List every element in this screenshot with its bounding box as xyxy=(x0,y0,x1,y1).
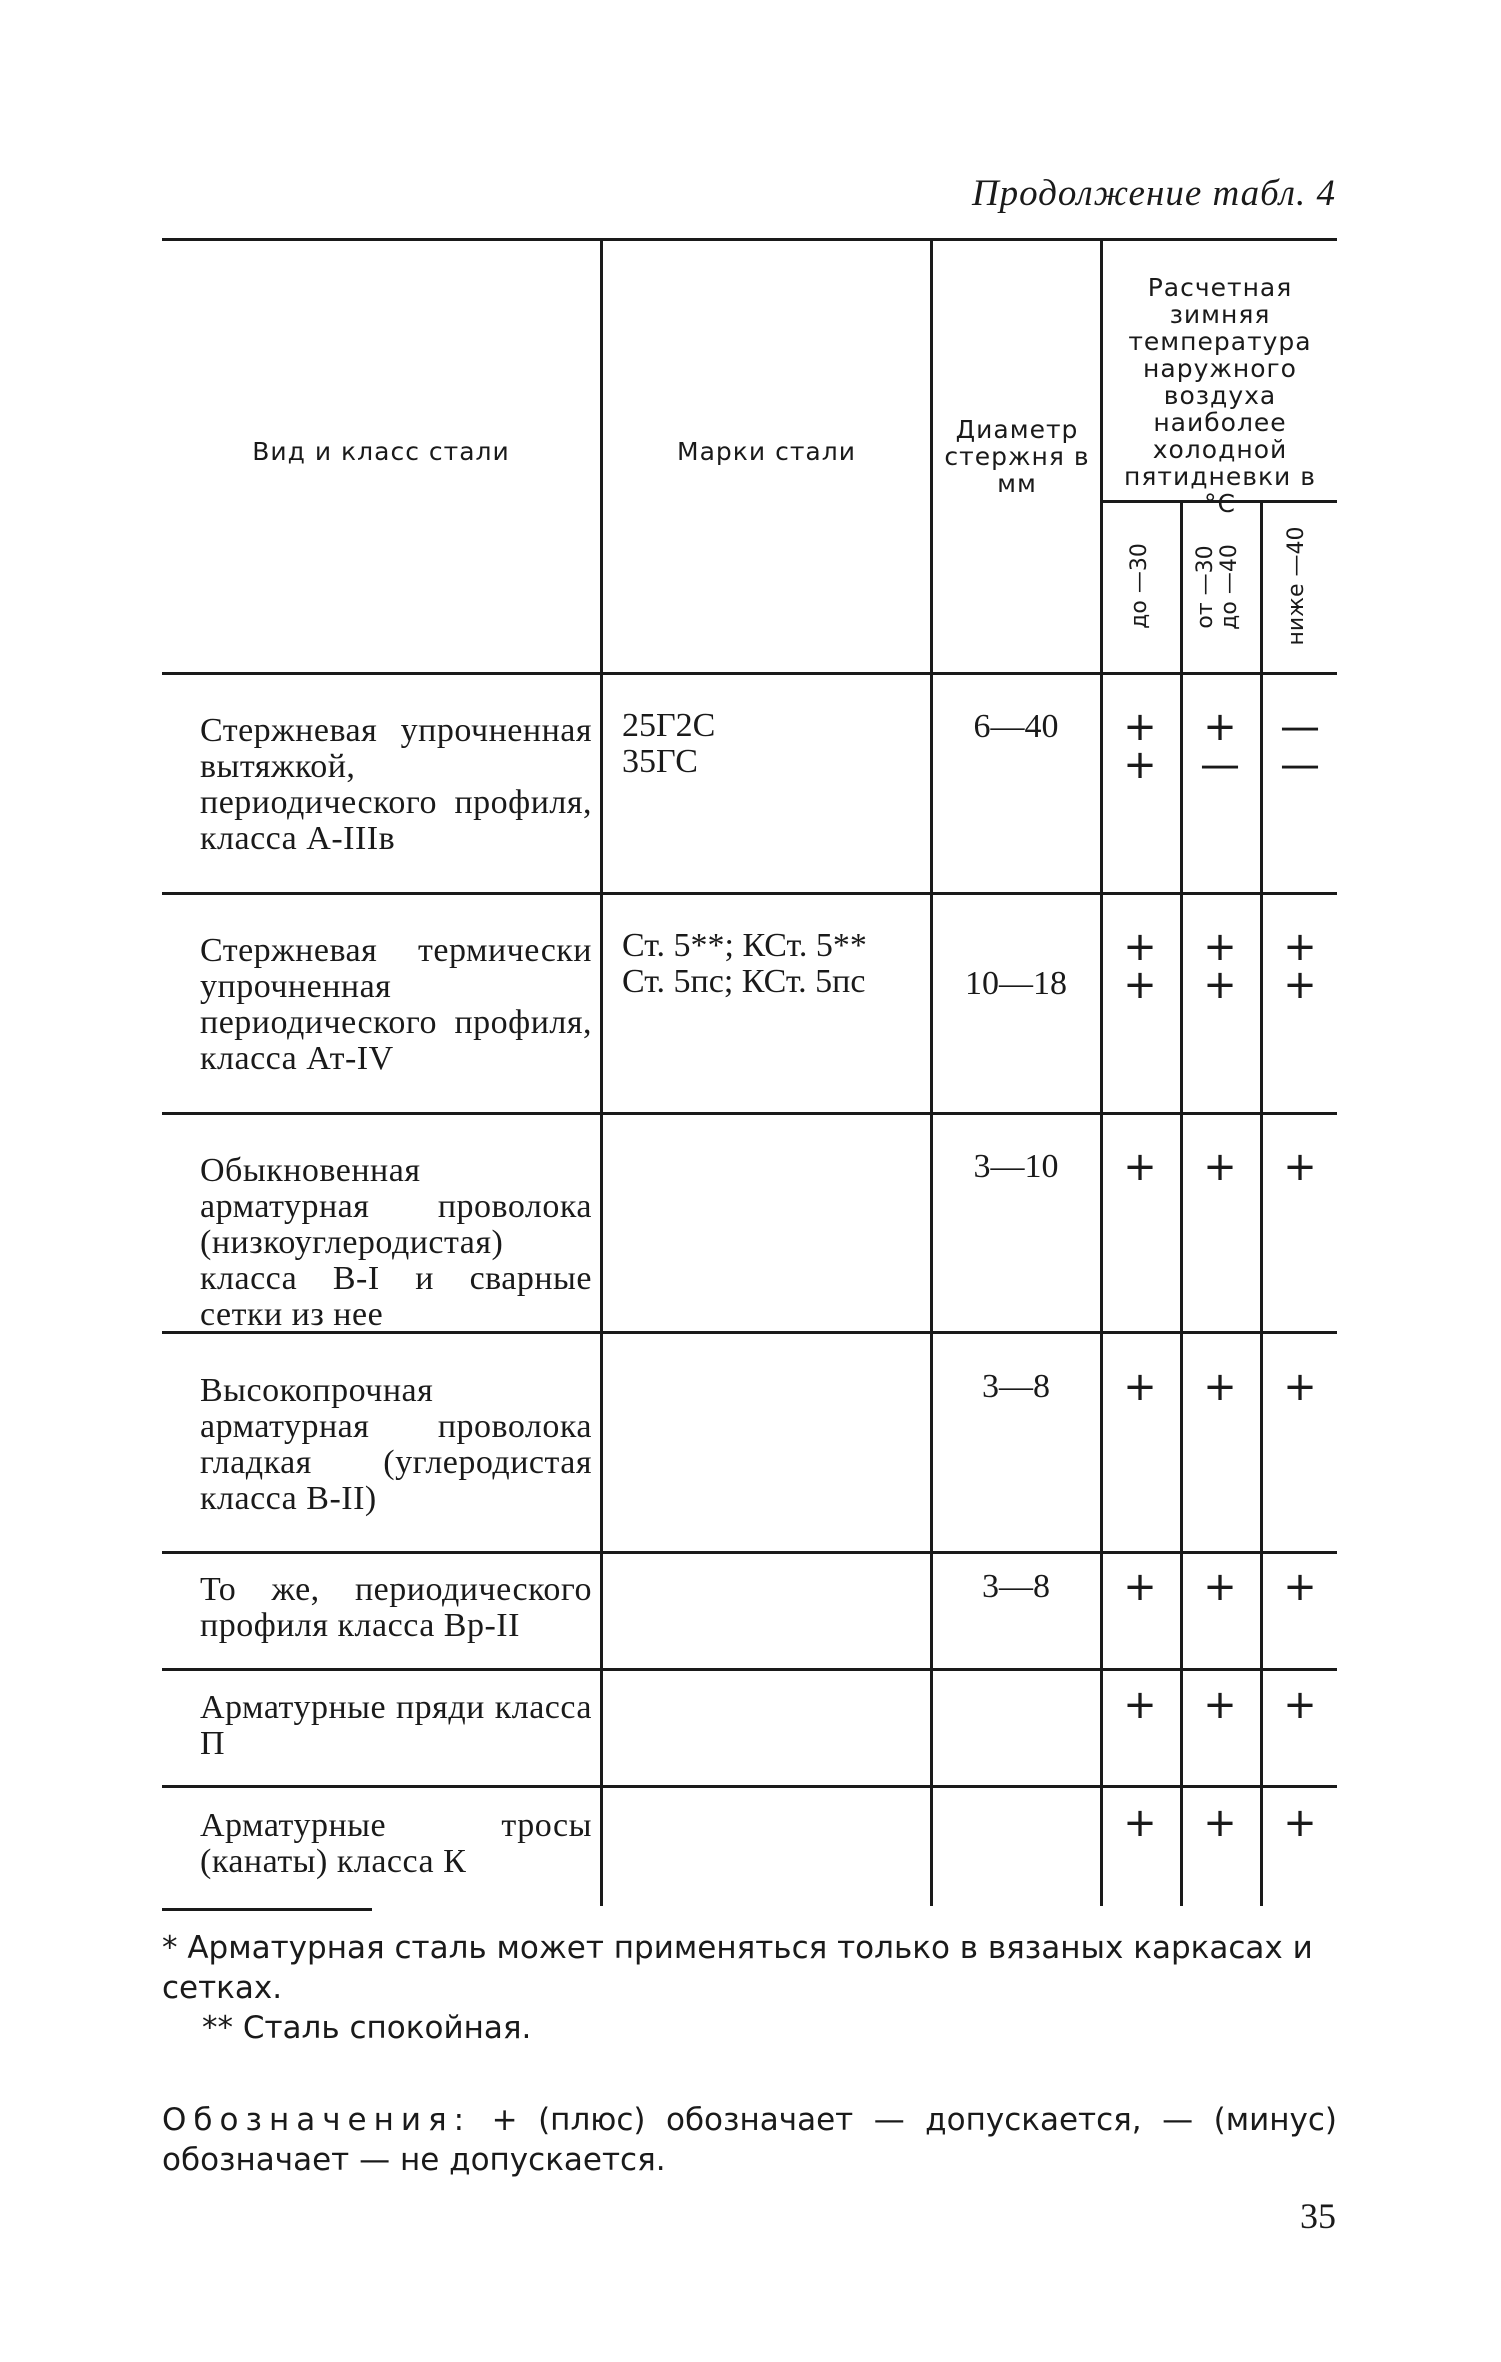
header-diameter: Диаметр стержня в мм xyxy=(944,415,1090,498)
row2-type: Стержневая термически упрочненная периодического профиля, класса Ат-IV xyxy=(200,932,592,1077)
row1-diameter: 6—40 xyxy=(973,708,1059,745)
row7-mark-t2: + xyxy=(1203,1800,1237,1846)
col-rule xyxy=(1180,500,1183,1906)
row5-mark-t2: + xyxy=(1203,1564,1237,1610)
col-rule xyxy=(1260,500,1263,1906)
row1-mark-t1: + + xyxy=(1123,704,1157,788)
row5-mark-t3: + xyxy=(1283,1564,1317,1610)
row4-mark-t3: + xyxy=(1283,1364,1317,1410)
row3-diameter: 3—10 xyxy=(973,1148,1059,1185)
footnote-rule xyxy=(162,1908,372,1911)
row-rule xyxy=(162,892,1337,895)
row6-mark-t2: + xyxy=(1203,1682,1237,1728)
col-rule xyxy=(1100,238,1103,1906)
row7-mark-t1: + xyxy=(1123,1800,1157,1846)
col-rule xyxy=(600,238,603,1906)
header-steel-type: Вид и класс стали xyxy=(252,437,510,466)
table-caption: Продолжение табл. 4 xyxy=(971,173,1336,214)
header-temperature: Расчетная зимняя температура наружного воздуха наиболее холодной пятидневки в °С xyxy=(1124,273,1316,518)
row6-mark-t3: + xyxy=(1283,1682,1317,1728)
row4-mark-t1: + xyxy=(1123,1364,1157,1410)
table-top-rule xyxy=(162,238,1337,241)
page-number: 35 xyxy=(1300,2196,1336,2236)
row1-mark-t2: + — xyxy=(1200,704,1240,788)
legend-text: + (плюс) обозначает — допускается, — (минус) обозначает — не допускается. xyxy=(162,2102,1337,2178)
subheader-below-minus-40: ниже —40 xyxy=(1284,526,1309,646)
row4-type: Высокопрочная арматурная проволока гладкая (углеродистая класса B-II) xyxy=(200,1372,592,1517)
row1-mark-t3: — — xyxy=(1280,704,1320,788)
row2-grades: Ст. 5**; КСт. 5** Ст. 5пс; КСт. 5пс xyxy=(622,927,867,1000)
footnote-1: * Арматурная сталь может применяться только в вязаных каркасах и сетках. xyxy=(162,1930,1313,2006)
footnotes xyxy=(162,1928,1337,2048)
subheader-minus-30-to-40: от —30 до —40 xyxy=(1193,544,1242,630)
legend-term: Обозначения: xyxy=(162,2102,472,2138)
row-rule xyxy=(162,1785,1337,1788)
row5-type: То же, периодического профиля класса Вр-II xyxy=(200,1571,592,1644)
row6-type: Арматурные пряди класса П xyxy=(200,1689,592,1762)
row2-mark-t3: + + xyxy=(1283,924,1317,1008)
subheader-to-minus-30: до —30 xyxy=(1127,543,1152,629)
row-rule xyxy=(162,1668,1337,1671)
header-bottom-rule xyxy=(162,672,1337,675)
row1-grades: 25Г2С 35ГС xyxy=(622,707,716,780)
footnote-2: ** Сталь спокойная. xyxy=(202,2010,532,2046)
header-steel-grades: Марки стали xyxy=(677,437,856,466)
row3-mark-t1: + xyxy=(1123,1144,1157,1190)
row2-mark-t1: + + xyxy=(1123,924,1157,1008)
row2-diameter: 10—18 xyxy=(965,965,1067,1002)
row1-type: Стержневая упрочненная вытяжкой, периодического профиля, класса A-IIIв xyxy=(200,712,592,857)
row3-mark-t2: + xyxy=(1203,1144,1237,1190)
row2-mark-t2: + + xyxy=(1203,924,1237,1008)
row3-type: Обыкновенная арматурная проволока (низкоуглеродистая) класса B-I и сварные сетки из нее xyxy=(200,1152,592,1333)
row-rule xyxy=(162,1551,1337,1554)
row4-mark-t2: + xyxy=(1203,1364,1237,1410)
row7-type: Арматурные тросы (канаты) класса К xyxy=(200,1807,592,1880)
row5-diameter: 3—8 xyxy=(982,1568,1050,1605)
col-rule xyxy=(930,238,933,1906)
row3-mark-t3: + xyxy=(1283,1144,1317,1190)
row7-mark-t3: + xyxy=(1283,1800,1317,1846)
row6-mark-t1: + xyxy=(1123,1682,1157,1728)
row5-mark-t1: + xyxy=(1123,1564,1157,1610)
row-rule xyxy=(162,1112,1337,1115)
legend xyxy=(162,2100,1337,2180)
row4-diameter: 3—8 xyxy=(982,1368,1050,1405)
